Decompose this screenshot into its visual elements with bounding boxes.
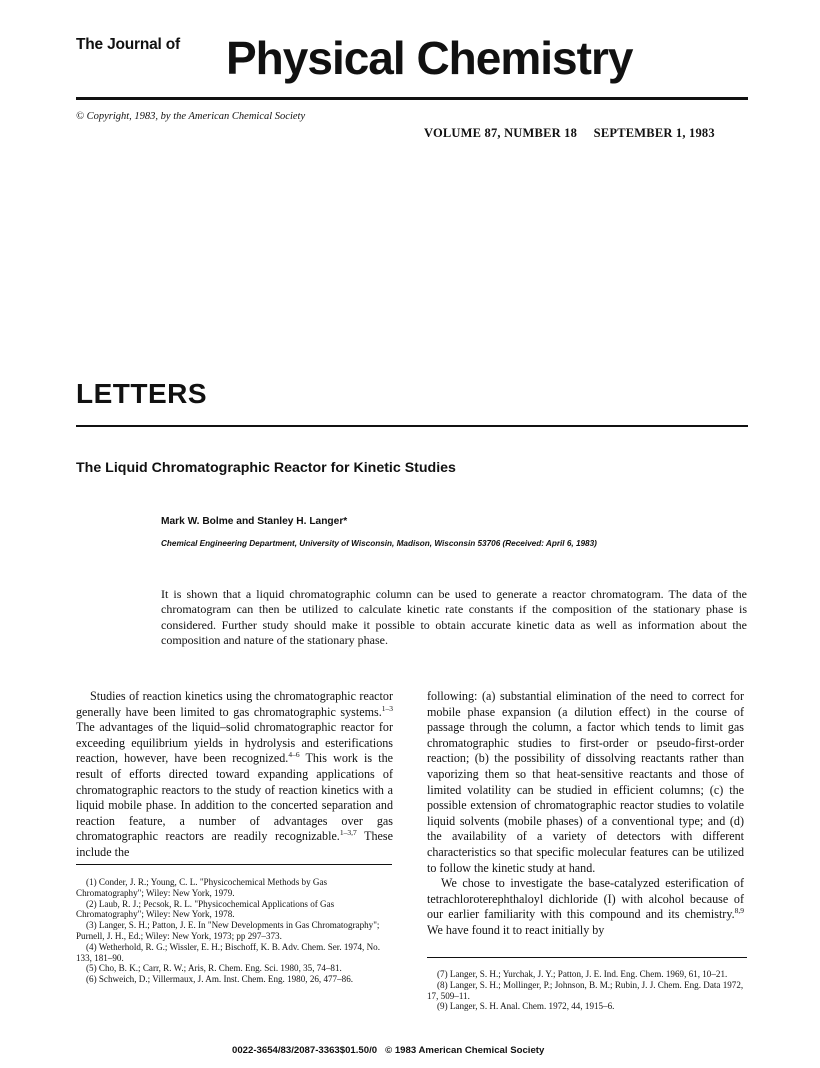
- citation: 1–3: [381, 703, 393, 713]
- citation: 1–3,7: [339, 828, 357, 838]
- references-left: [76, 877, 394, 985]
- article-abstract: It is shown that a liquid chromatographic column can be used to generate a reactor chromatogram. The data of the chromatogram can then be utilized to calculate kinetic rate constants if the composition of the stationary phase is considered. Further study should make it possible to obtain accurate kinetic data as well as information about the composition and nature of the stationary phase.: [161, 587, 747, 648]
- masthead-rule: [76, 97, 748, 100]
- reference-item: (1) Conder, J. R.; Young, C. L. "Physicochemical Methods by Gas Chromatography"; Wiley: New York, 1979.: [76, 877, 328, 898]
- article-affiliation: Chemical Engineering Department, University of Wisconsin, Madison, Wisconsin 53706 (Received: April 6, 1983): [161, 539, 597, 548]
- references-right: [427, 969, 747, 1012]
- journal-prefix: The Journal of: [76, 36, 180, 53]
- body-text: These include the: [76, 829, 393, 859]
- reference-item: (2) Laub, R. J.; Pecsok, R. L. "Physicochemical Applications of Gas Chromatography"; Wiley: New York, 1978.: [76, 898, 335, 920]
- citation: 4–6: [288, 750, 300, 760]
- copyright-notice: © Copyright, 1983, by the American Chemical Society: [76, 111, 306, 122]
- footnote-rule-right: [427, 957, 747, 958]
- body-text: The advantages of the liquid–solid chromatographic reactor for exceeding equilibrium yields in hydrolysis and esterifications reaction, however, have been recognized.: [76, 720, 393, 766]
- body-paragraph: [427, 689, 744, 876]
- reference-item: (6) Schweich, D.; Villermaux, J. Am. Inst. Chem. Eng. 1980, 26, 477–86.: [86, 974, 354, 985]
- body-text: We have found it to react initially by: [427, 922, 605, 937]
- body-paragraph: [427, 876, 744, 938]
- citation: 8,9: [734, 906, 744, 916]
- article-title: The Liquid Chromatographic Reactor for Kinetic Studies: [76, 460, 456, 476]
- volume-issue-date: VOLUME 87, NUMBER 18 SEPTEMBER 1, 1983: [424, 126, 715, 140]
- page-footer: 0022-3654/83/2087-3363$01.50/0 © 1983 American Chemical Society: [232, 1045, 545, 1056]
- body-text: Studies of reaction kinetics using the chromatographic reactor generally have been limited to gas chromatographic systems.: [76, 689, 393, 719]
- body-column-right: [427, 689, 744, 939]
- body-text: following: (a) substantial elimination of the need to correct for mobile phase expansion (a dilution effect) in the course of passage through the column, a factor which tends to limit gas chromatographic studies to first-order or pseudo-first-order reaction; (b) the possibility of dissolving reactants rather than vaporizing them so that heat-sensitive reactants and those of limited volatility can be studied in efficient columns; (c) the possible extension of chromatographic reactor studies to volatile liquid solvents (mobile phases) of a conventional type; and (d) the availability of a variety of detectors with different characteristics so that specific molecular features can be utilized to follow the kinetic study at hand.: [427, 689, 744, 875]
- reference-item: (5) Cho, B. K.; Carr, R. W.; Aris, R. Chem. Eng. Sci. 1980, 35, 74–81.: [86, 963, 342, 974]
- body-text: We chose to investigate the base-catalyzed esterification of tetrachloroterephthaloyl dichloride (I) with alcohol because of our earlier familiarity with this compound and its chemistry.: [427, 876, 744, 922]
- section-heading: LETTERS: [76, 378, 208, 409]
- journal-name: Physical Chemistry: [226, 32, 633, 84]
- body-paragraph: [76, 689, 393, 861]
- reference-item: (8) Langer, S. H.; Mollinger, P.; Johnson, B. M.; Rubin, J. J. Chem. Eng. Data 1972, 17, 509–11.: [427, 979, 744, 1001]
- article-authors: Mark W. Bolme and Stanley H. Langer*: [161, 516, 348, 527]
- section-rule: [76, 425, 748, 427]
- reference-item: (7) Langer, S. H.; Yurchak, J. Y.; Patton, J. E. Ind. Eng. Chem. 1969, 61, 10–21.: [437, 969, 728, 979]
- body-column-left: [76, 689, 393, 861]
- reference-item: (3) Langer, S. H.; Patton, J. E. In "New Developments in Gas Chromatography"; Purnell, J. H., Ed.; Wiley: New York, 1973; pp 297–373.: [76, 920, 380, 941]
- reference-item: (4) Wetherhold, R. G.; Wissler, E. H.; Bischoff, K. B. Adv. Chem. Ser. 1974, No. 133, 181–90.: [76, 941, 380, 963]
- reference-item: (9) Langer, S. H. Anal. Chem. 1972, 44, 1915–6.: [437, 1001, 615, 1012]
- footnote-rule-left: [76, 864, 392, 865]
- body-text: This work is the result of efforts directed toward expanding applications of chromatographic reactors to the study of reaction kinetics with a liquid mobile phase. In addition to the concerted separation and reaction feature, a number of advantages over gas chromatographic reactors are readily recognizable.: [76, 751, 394, 844]
